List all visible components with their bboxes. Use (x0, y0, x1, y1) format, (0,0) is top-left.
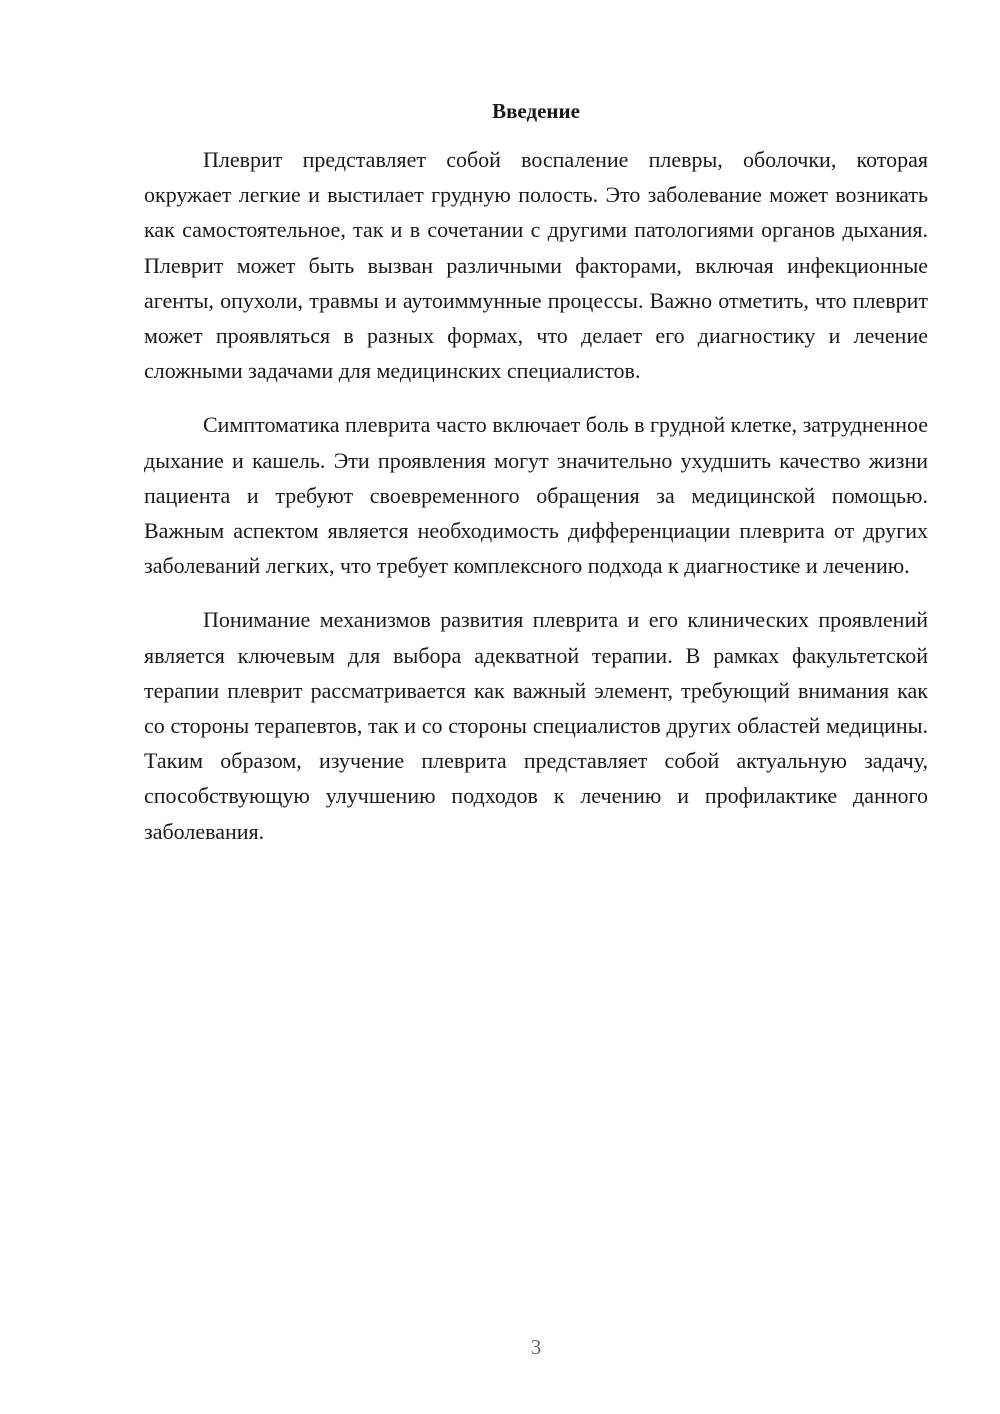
section-heading: Введение (492, 99, 580, 123)
paragraph-1: Плеврит представляет собой воспаление плевры, оболочки, которая окружает легкие и выстилает грудную полость. Это заболевание может возникать как самостоятельное, так и в сочетании с другими патологиями органов дыхания. Плеврит может быть вызван различными факторами, включая инфекционные агенты, опухоли, травмы и аутоиммунные процессы. Важно отметить, что плеврит может проявляться в разных формах, что делает его диагностику и лечение сложными задачами для медицинских специалистов. (144, 147, 928, 384)
paragraph-2: Симптоматика плеврита часто включает боль в грудной клетке, затрудненное дыхание и кашель. Эти проявления могут значительно ухудшить качество жизни пациента и требуют своевременного обращения за медицинской помощью. Важным аспектом является необходимость дифференциации плеврита от других заболеваний легких, что требует комплексного подхода к диагностике и лечению. (144, 412, 928, 579)
paragraph-3: Понимание механизмов развития плеврита и его клинических проявлений является ключевым для выбора адекватной терапии. В рамках факультетской терапии плеврит рассматривается как важный элемент, требующий внимания как со стороны терапевтов, так и со стороны специалистов других областей медицины. Таким образом, изучение плеврита представляет собой актуальную задачу, способствующую улучшению подходов к лечению и профилактике данного заболевания. (144, 607, 928, 844)
body-text (144, 142, 928, 868)
page-number: 3 (530, 1335, 542, 1359)
